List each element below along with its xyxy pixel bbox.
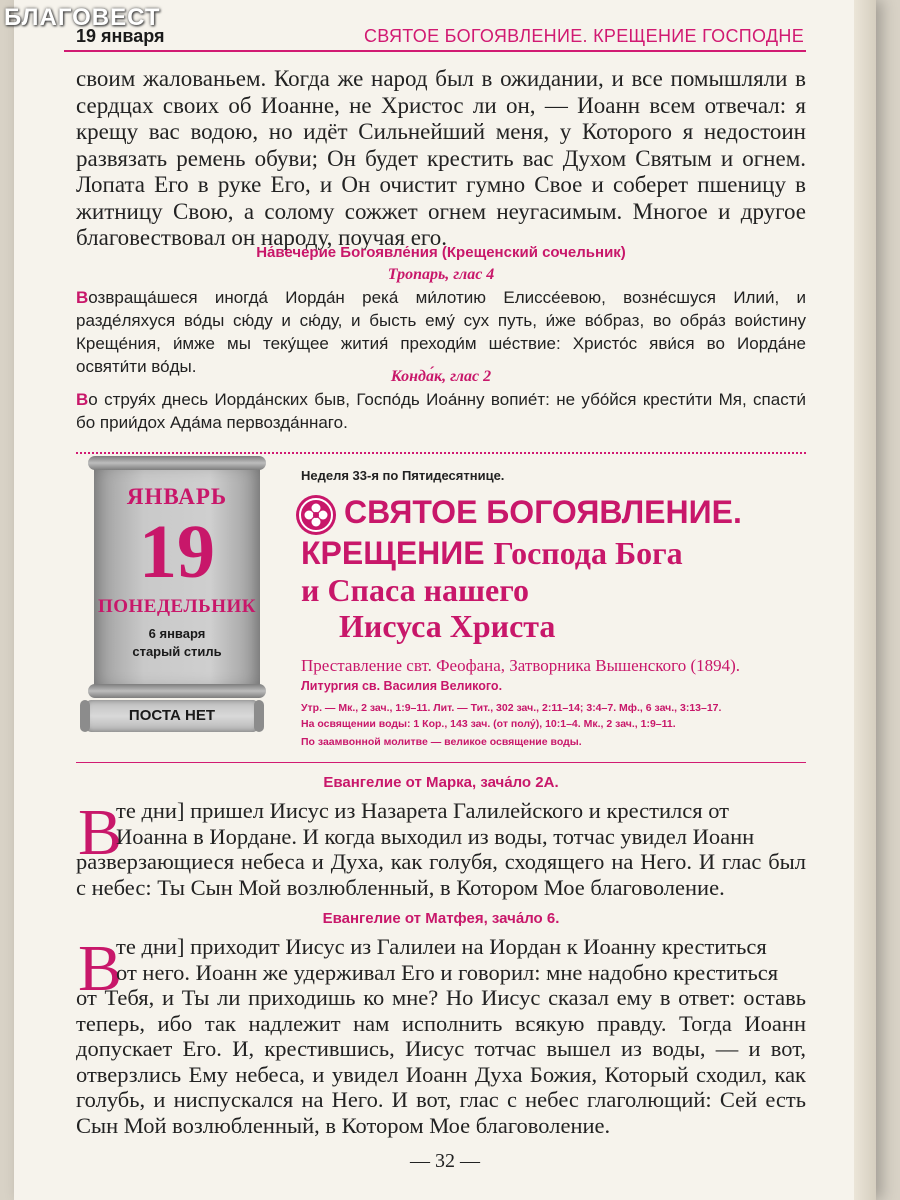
feast-title-line2a: КРЕЩЕНИЕ: [301, 535, 485, 571]
feast-title-line3: и Спаса нашего: [301, 572, 529, 608]
watermark-logo: БЛАГОВЕСТ: [4, 4, 161, 31]
liturgy-note: Литургия св. Василия Великого.: [301, 679, 503, 693]
kontakion-text: [76, 388, 806, 434]
gospel-mark-line1: те дни] пришел Иисус из Назарета Галилейского и крестился от: [116, 798, 730, 823]
feast-title-line2: [301, 535, 683, 572]
section-divider-top: [76, 452, 806, 454]
gospel-mark-rest: разверзающиеся небеса и Духа, как голубя, сходящего на Него. И глас был с небес: Ты Сын Мой возлюбленный, в Котором Мое благоволение.: [76, 849, 806, 900]
calendar-day: 19: [139, 510, 215, 594]
readings-line-1: Утр. — Мк., 2 зач., 1:9–11. Лит. — Тит., 302 зач., 2:11–14; 3:4–7. Мф., 6 зач., 3:13–17.: [301, 702, 722, 714]
troparion-text: [76, 286, 806, 378]
calendar-old-label: старый стиль: [132, 644, 222, 659]
calendar-weekday: ПОНЕДЕЛЬНИК: [97, 596, 257, 617]
troparion-heading: Тропарь, глас 4: [387, 266, 495, 283]
running-head-title: СВЯТОЕ БОГОЯВЛЕНИЕ. КРЕЩЕНИЕ ГОСПОДНЕ: [363, 26, 804, 46]
running-head-date: 19 января: [76, 26, 165, 46]
gospel-mark-heading: Евангелие от Марка, зача́ло 2А.: [323, 774, 559, 791]
feast-title-line2b: Господа Бога: [493, 535, 683, 571]
kontakion-body: о струя́х днесь Иорда́нских быв, Госпо́дь Иоа́нну вопие́т: не убо́йся крести́ти Мя, спасти́ бо прии́дох Ада́ма первозда́ннаго.: [76, 390, 806, 432]
section-divider-bottom: [76, 762, 806, 763]
week-label: Неделя 33-я по Пятидесятнице.: [301, 468, 505, 483]
fast-badge: ПОСТА НЕТ: [86, 700, 258, 732]
troparion-initial: В: [76, 288, 89, 307]
calendar-month: ЯНВАРЬ: [126, 484, 228, 509]
book-page: [14, 0, 876, 1200]
gospel-matthew-text: [76, 934, 806, 1138]
gospel-mark-text: [76, 798, 806, 900]
feast-title-line4: Иисуса Христа: [339, 608, 556, 644]
repose-note: Преставление свт. Феофана, Затворника Вышенского (1894).: [301, 656, 741, 675]
gospel-matthew-rest: от Тебя, и Ты ли приходишь ко мне? Но Иисус сказал ему в ответ: оставь теперь, ибо так надлежит нам исполнить всякую правду. Тогда Иоанн допускает Его. И, крестившись, Иисус тотчас вышел из воды, — и вот, отверзлись Ему небеса, и увидел Иоанн Духа Божия, Который сходил, как голубь, и ниспускался на Него. И вот, глас с небес глаголющий: Сей есть Сын Мой возлюбленный, в Котором Мое благоволение.: [76, 985, 806, 1138]
gospel-matthew-line1: те дни] приходит Иисус из Галилеи на Иордан к Иоанну креститься: [116, 934, 767, 959]
calendar-old-style: [94, 625, 260, 661]
running-head: [64, 24, 806, 52]
gospel-matthew-line2: от него. Иоанн же удерживал Его и говорил: мне надобно креститься: [116, 959, 779, 985]
gospel-mark-line2: Иоанна в Иордане. И когда выходил из воды, тотчас увидел Иоанн: [116, 823, 755, 849]
cross-icon: [296, 495, 336, 535]
page-number: — 32 —: [410, 1150, 480, 1172]
calendar-old-date: 6 января: [148, 626, 206, 641]
kontakion-heading: Конда́к, глас 2: [390, 368, 492, 385]
water-blessing-note: По заамвонной молитве — великое освящение воды.: [301, 736, 582, 748]
feast-title-line1: СВЯТОЕ БОГОЯВЛЕНИЕ.: [344, 494, 742, 530]
troparion-body: озвраща́шеся иногда́ Иорда́н река́ ми́лотию Елиссе́евою, возне́сшуся Илии́, и разде́ляхуся во́ды сю́ду и сю́ду, и бысть ему́ сух путь, и́же во́брaз, во обра́з вои́стину Креще́ния, и́мже мы теку́щее жития́ преходи́м ше́ствие: Христо́с яви́ся во Иорда́не освяти́ти во́ды.: [76, 288, 806, 376]
readings-line-2: На освящении воды: 1 Кор., 143 зач. (от полу́), 10:1–4. Мк., 2 зач., 1:9–11.: [301, 718, 676, 730]
gospel-matthew-heading: Евангелие от Матфея, зача́ло 6.: [322, 910, 560, 927]
kontakion-initial: В: [76, 390, 89, 409]
page-gutter: [854, 0, 876, 1200]
gospel-matthew-dropcap: В: [78, 932, 123, 1005]
intro-paragraph: своим жалованьем. Когда же народ был в ожидании, и все помышляли в сердцах своих об Иоанне, не Христос ли он, — Иоанн всем отвечал: я крещу вас водою, но идёт Сильнейший меня, у Которого я недостоин развязать ремень обуви; Он будет крестить вас Духом Святым и огнем. Лопата Его в руке Его, и Он очистит гумно Свое и соберет пшеницу в житницу Свою, а солому сожжет огнем неугасимым. Многое и другое благовествовал он народу, поучая его.: [76, 66, 806, 250]
eve-heading: На́вечерие Богоявле́ния (Крещенский сочельник): [256, 244, 626, 261]
gospel-mark-dropcap: В: [78, 796, 123, 869]
calendar-scroll: [94, 462, 260, 692]
